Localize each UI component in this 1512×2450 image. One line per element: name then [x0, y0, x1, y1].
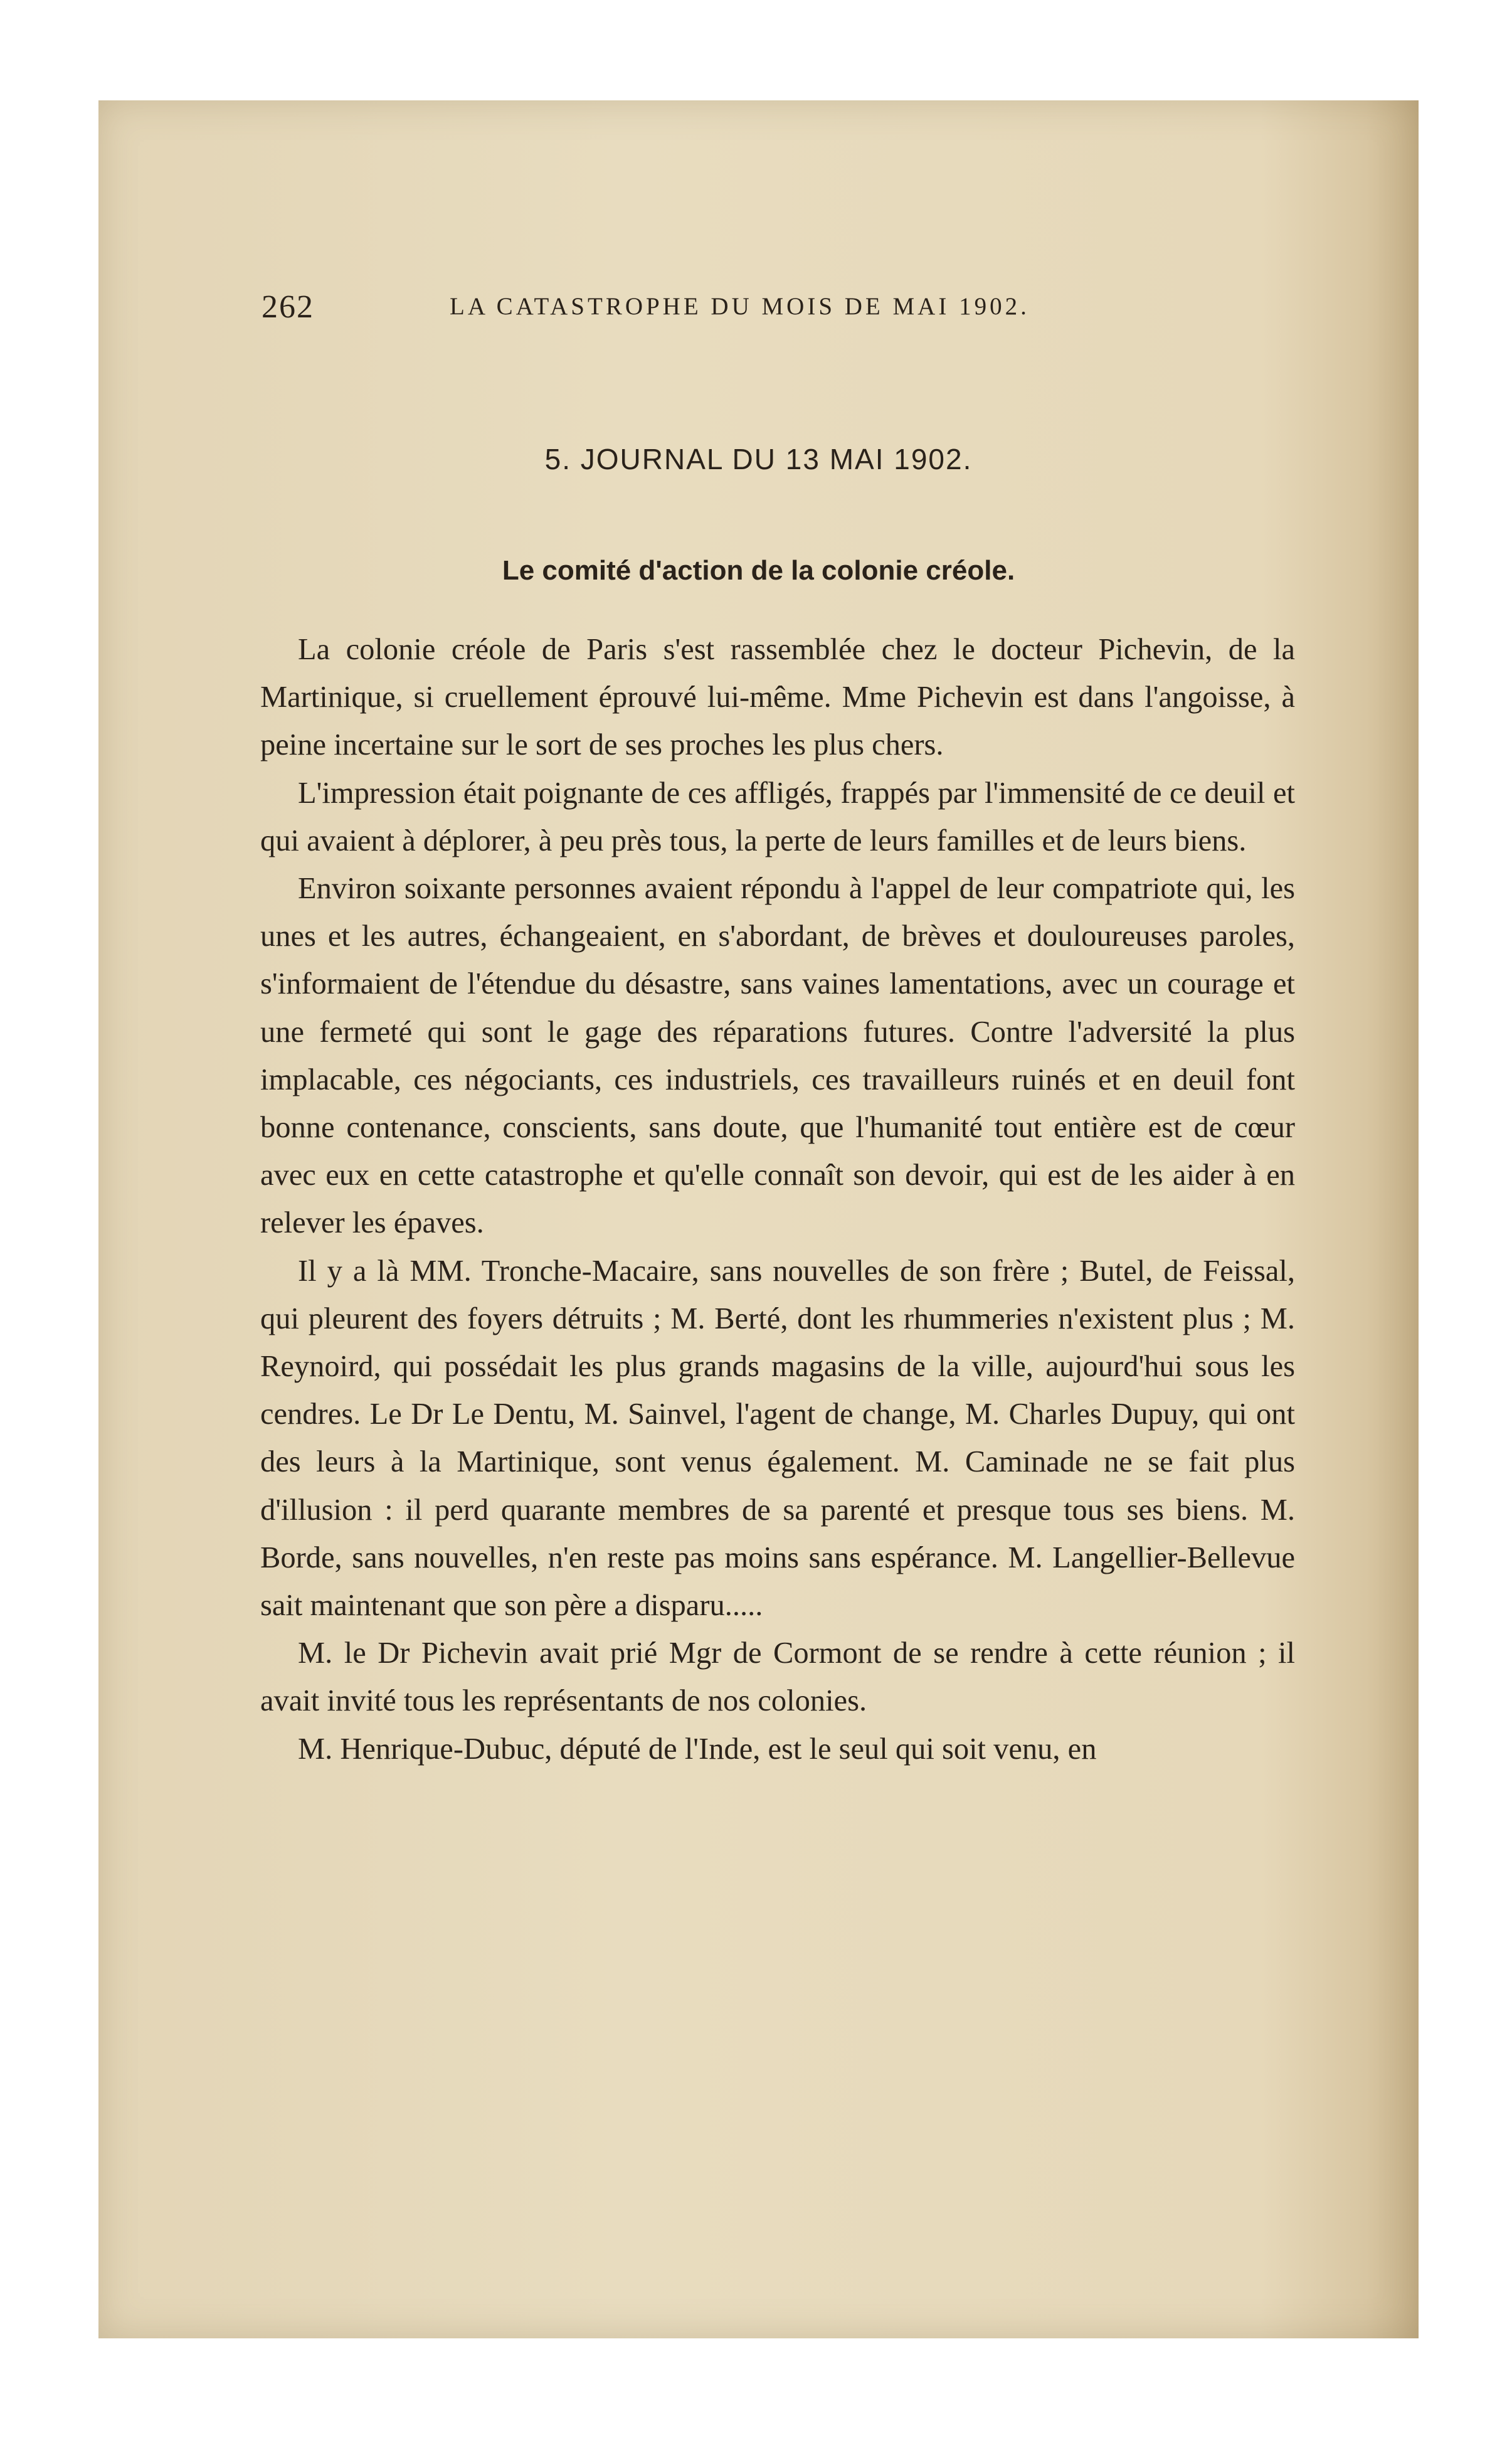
- paragraph: Il y a là MM. Tronche-Macaire, sans nouvelles de son frère ; Butel, de Feissal, qui pleurent des foyers détruits ; M. Berté, dont les rhummeries n'existent plus ; M. Reynoird, qui possédait les plus grands magasins de la ville, aujourd'hui sous les cendres. Le Dr Le Dentu, M. Sainvel, l'agent de change, M. Charles Dupuy, qui ont des leurs à la Martinique, sont venus également. M. Caminade ne se fait plus d'illusion : il perd quarante membres de sa parenté et presque tous ses biens. M. Borde, sans nouvelles, n'en reste pas moins sans espérance. M. Langellier-Bellevue sait maintenant que son père a disparu.....: [260, 1254, 1295, 1623]
- page-number: 262: [262, 289, 314, 325]
- paragraph: L'impression était poignante de ces affligés, frappés par l'immensité de ce deuil et qui avaient à déplorer, à peu près tous, la perte de leurs familles et de leurs biens.: [260, 776, 1295, 857]
- article-body: [260, 626, 1295, 1773]
- paragraph: Environ soixante personnes avaient répondu à l'appel de leur compatriote qui, les unes et les autres, échangeaient, en s'abordant, de brèves et douloureuses paroles, s'informaient de l'étendue du désastre, sans vaines lamentations, avec un courage et une fermeté qui sont le gage des réparations futures. Contre l'adversité la plus implacable, ces négociants, ces industriels, ces travailleurs ruinés et en deuil font bonne contenance, conscients, sans doute, que l'humanité tout entière est de cœur avec eux en cette catastrophe et qu'elle connaît son devoir, qui est de les aider à en relever les épaves.: [260, 872, 1295, 1240]
- running-title: LA CATASTROPHE DU MOIS DE MAI 1902.: [450, 293, 1030, 320]
- paragraph: M. le Dr Pichevin avait prié Mgr de Cormont de se rendre à cette réunion ; il avait invité tous les représentants de nos colonies.: [260, 1636, 1295, 1718]
- book-page: [98, 100, 1419, 2338]
- article-subtitle: Le comité d'action de la colonie créole.: [502, 555, 1015, 586]
- section-title: 5. JOURNAL DU 13 MAI 1902.: [544, 443, 973, 475]
- running-head: [262, 289, 1202, 339]
- paragraph: M. Henrique-Dubuc, député de l'Inde, est le seul qui soit venu, en: [298, 1732, 1097, 1766]
- paragraph: La colonie créole de Paris s'est rassemblée chez le docteur Pichevin, de la Martinique, si cruellement éprouvé lui-même. Mme Pichevin est dans l'angoisse, à peine incertaine sur le sort de ses proches les plus chers.: [260, 633, 1295, 762]
